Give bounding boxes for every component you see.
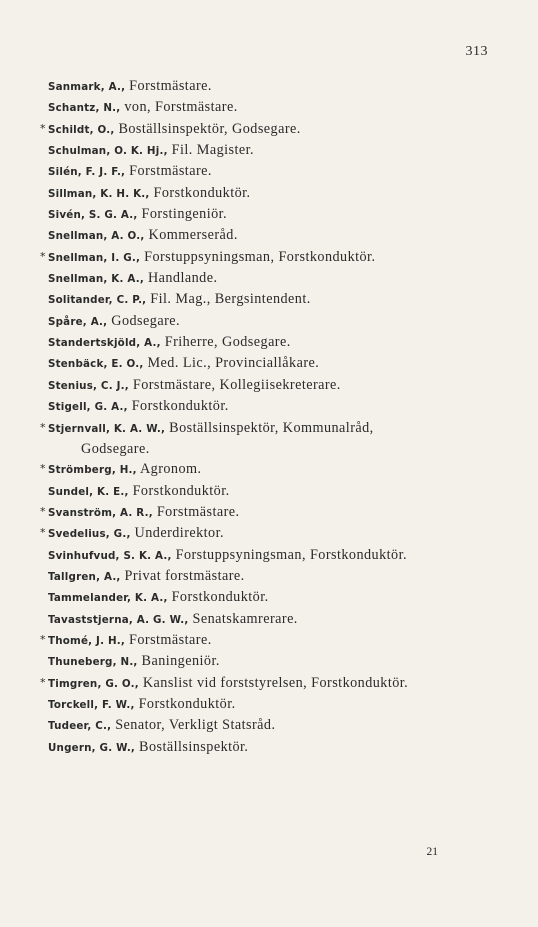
list-item <box>48 375 508 396</box>
entry-name: Schantz, N., <box>48 102 121 115</box>
entry-description: Godsegare. <box>107 312 180 329</box>
entry-description: Boställsinspektör, Godsegare. <box>114 120 301 137</box>
entry-description: Forstkonduktör. <box>149 184 251 201</box>
list-item <box>48 268 508 289</box>
entry-name: Stenius, C. J., <box>48 379 129 392</box>
list-item <box>48 609 508 630</box>
entry-name: Tammelander, K. A., <box>48 592 168 605</box>
list-item <box>40 247 508 268</box>
list-item <box>40 523 508 544</box>
entry-name: Solitander, C. P., <box>48 294 147 307</box>
list-item <box>48 140 508 161</box>
entry-name: Snellman, I. G., <box>48 251 141 264</box>
list-item <box>40 630 508 651</box>
list-item <box>48 694 508 715</box>
entry-description: Agronom. <box>136 461 202 478</box>
list-item <box>48 481 508 502</box>
entry-name: Stenbäck, E. O., <box>48 358 144 371</box>
entry-description: Privat forstmästare. <box>120 567 245 584</box>
list-item <box>48 76 508 97</box>
entry-description: Fil. Mag., Bergsintendent. <box>146 291 311 308</box>
list-item <box>48 289 508 310</box>
entry-name: Torckell, F. W., <box>48 698 135 711</box>
entry-name: Svedelius, G., <box>48 528 131 541</box>
entry-description: Forstkonduktör. <box>134 695 236 712</box>
entry-description: Forstuppsyningsman, Forstkonduktör. <box>171 546 407 563</box>
list-item <box>40 119 508 140</box>
asterisk-marker: * <box>40 121 46 135</box>
entry-description: Senator, Verkligt Statsråd. <box>111 717 276 734</box>
list-item <box>40 502 508 523</box>
entry-name: Sanmark, A., <box>48 81 126 93</box>
entry-name: Thuneberg, N., <box>48 656 138 669</box>
entry-description: Kommerseråd. <box>144 227 238 244</box>
asterisk-marker: * <box>40 462 46 476</box>
list-item <box>48 651 508 672</box>
entry-name: Timgren, G. O., <box>48 677 139 690</box>
entry-name: Tavaststjerna, A. G. W., <box>48 613 189 626</box>
entry-name: Svinhufvud, S. K. A., <box>48 549 172 562</box>
entry-name: Standertskjöld, A., <box>48 337 161 350</box>
list-item <box>48 737 508 758</box>
entry-name: Thomé, J. H., <box>48 634 126 647</box>
entry-list <box>40 76 508 758</box>
entry-name: Sivén, S. G. A., <box>48 209 138 222</box>
entry-name: Stigell, G. A., <box>48 401 128 414</box>
list-item <box>48 332 508 353</box>
list-item <box>40 459 508 480</box>
entry-description: Med. Lic., Provinciallåkare. <box>143 355 320 372</box>
entry-description: Forstmästare. <box>125 631 212 648</box>
entry-description: Underdirektor. <box>130 525 224 542</box>
entry-description: Forstkonduktör. <box>127 398 229 415</box>
list-item <box>48 225 508 246</box>
entry-description: Baningeniör. <box>137 653 220 670</box>
entry-description: Boställsinspektör. <box>135 738 249 755</box>
entry-description: Forstingeniör. <box>137 206 228 223</box>
asterisk-marker: * <box>40 504 46 518</box>
entry-description: Senatskamrerare. <box>188 610 298 627</box>
entry-name: Snellman, K. A., <box>48 273 144 286</box>
list-item <box>48 353 508 374</box>
entry-name: Schildt, O., <box>48 123 115 136</box>
list-item <box>48 311 508 332</box>
entry-name: Silén, F. J. F., <box>48 166 126 179</box>
list-item <box>48 439 508 459</box>
list-item <box>48 204 508 225</box>
asterisk-marker: * <box>40 632 46 646</box>
entry-name: Svanström, A. R., <box>48 506 153 519</box>
entry-description: Boställsinspektör, Kommunalråd, <box>165 419 374 436</box>
entry-description: Forstuppsyningsman, Forstkonduktör. <box>140 248 376 265</box>
list-item <box>40 673 508 694</box>
entry-description: Forstmästare. <box>152 503 240 520</box>
entry-description: Kanslist vid forststyrelsen, Forstkonduktör. <box>138 674 409 691</box>
list-item <box>48 545 508 566</box>
asterisk-marker: * <box>40 526 46 540</box>
entry-name: Strömberg, H., <box>48 464 137 477</box>
list-item <box>48 587 508 608</box>
list-item <box>48 183 508 204</box>
entry-name: Schulman, O. K. Hj., <box>48 145 168 158</box>
page-number: 313 <box>465 44 488 59</box>
entry-name: Tudeer, C., <box>48 720 112 733</box>
entry-description: Godsegare. <box>81 440 150 457</box>
entry-description: Handlande. <box>143 270 218 287</box>
list-item <box>48 161 508 182</box>
entry-name: Sillman, K. H. K., <box>48 187 150 200</box>
entry-description: Fil. Magister. <box>167 142 255 159</box>
entry-description: Forstmästare. <box>125 163 212 180</box>
list-item <box>48 396 508 417</box>
entry-name: Spåre, A., <box>48 315 108 328</box>
signature-mark: 21 <box>426 846 438 858</box>
entry-description: Friherre, Godsegare. <box>160 334 291 351</box>
entry-name: Stjernvall, K. A. W., <box>48 422 166 435</box>
entry-description: Forstmästare. <box>125 78 212 94</box>
list-item <box>48 566 508 587</box>
entry-description: Forstmästare, Kollegiisekreterare. <box>128 376 341 393</box>
entry-name: Tallgren, A., <box>48 570 121 583</box>
list-item <box>48 97 508 118</box>
entry-name: Snellman, A. O., <box>48 230 145 243</box>
entry-description: Forstkonduktör. <box>128 482 230 499</box>
asterisk-marker: * <box>40 249 46 263</box>
asterisk-marker: * <box>40 420 46 434</box>
asterisk-marker: * <box>40 675 46 689</box>
entry-description: Forstkonduktör. <box>167 589 269 606</box>
entry-name: Sundel, K. E., <box>48 485 129 498</box>
list-item <box>40 418 508 439</box>
entry-description: von, Forstmästare. <box>120 99 238 116</box>
list-item <box>48 715 508 736</box>
entry-name: Ungern, G. W., <box>48 741 136 754</box>
